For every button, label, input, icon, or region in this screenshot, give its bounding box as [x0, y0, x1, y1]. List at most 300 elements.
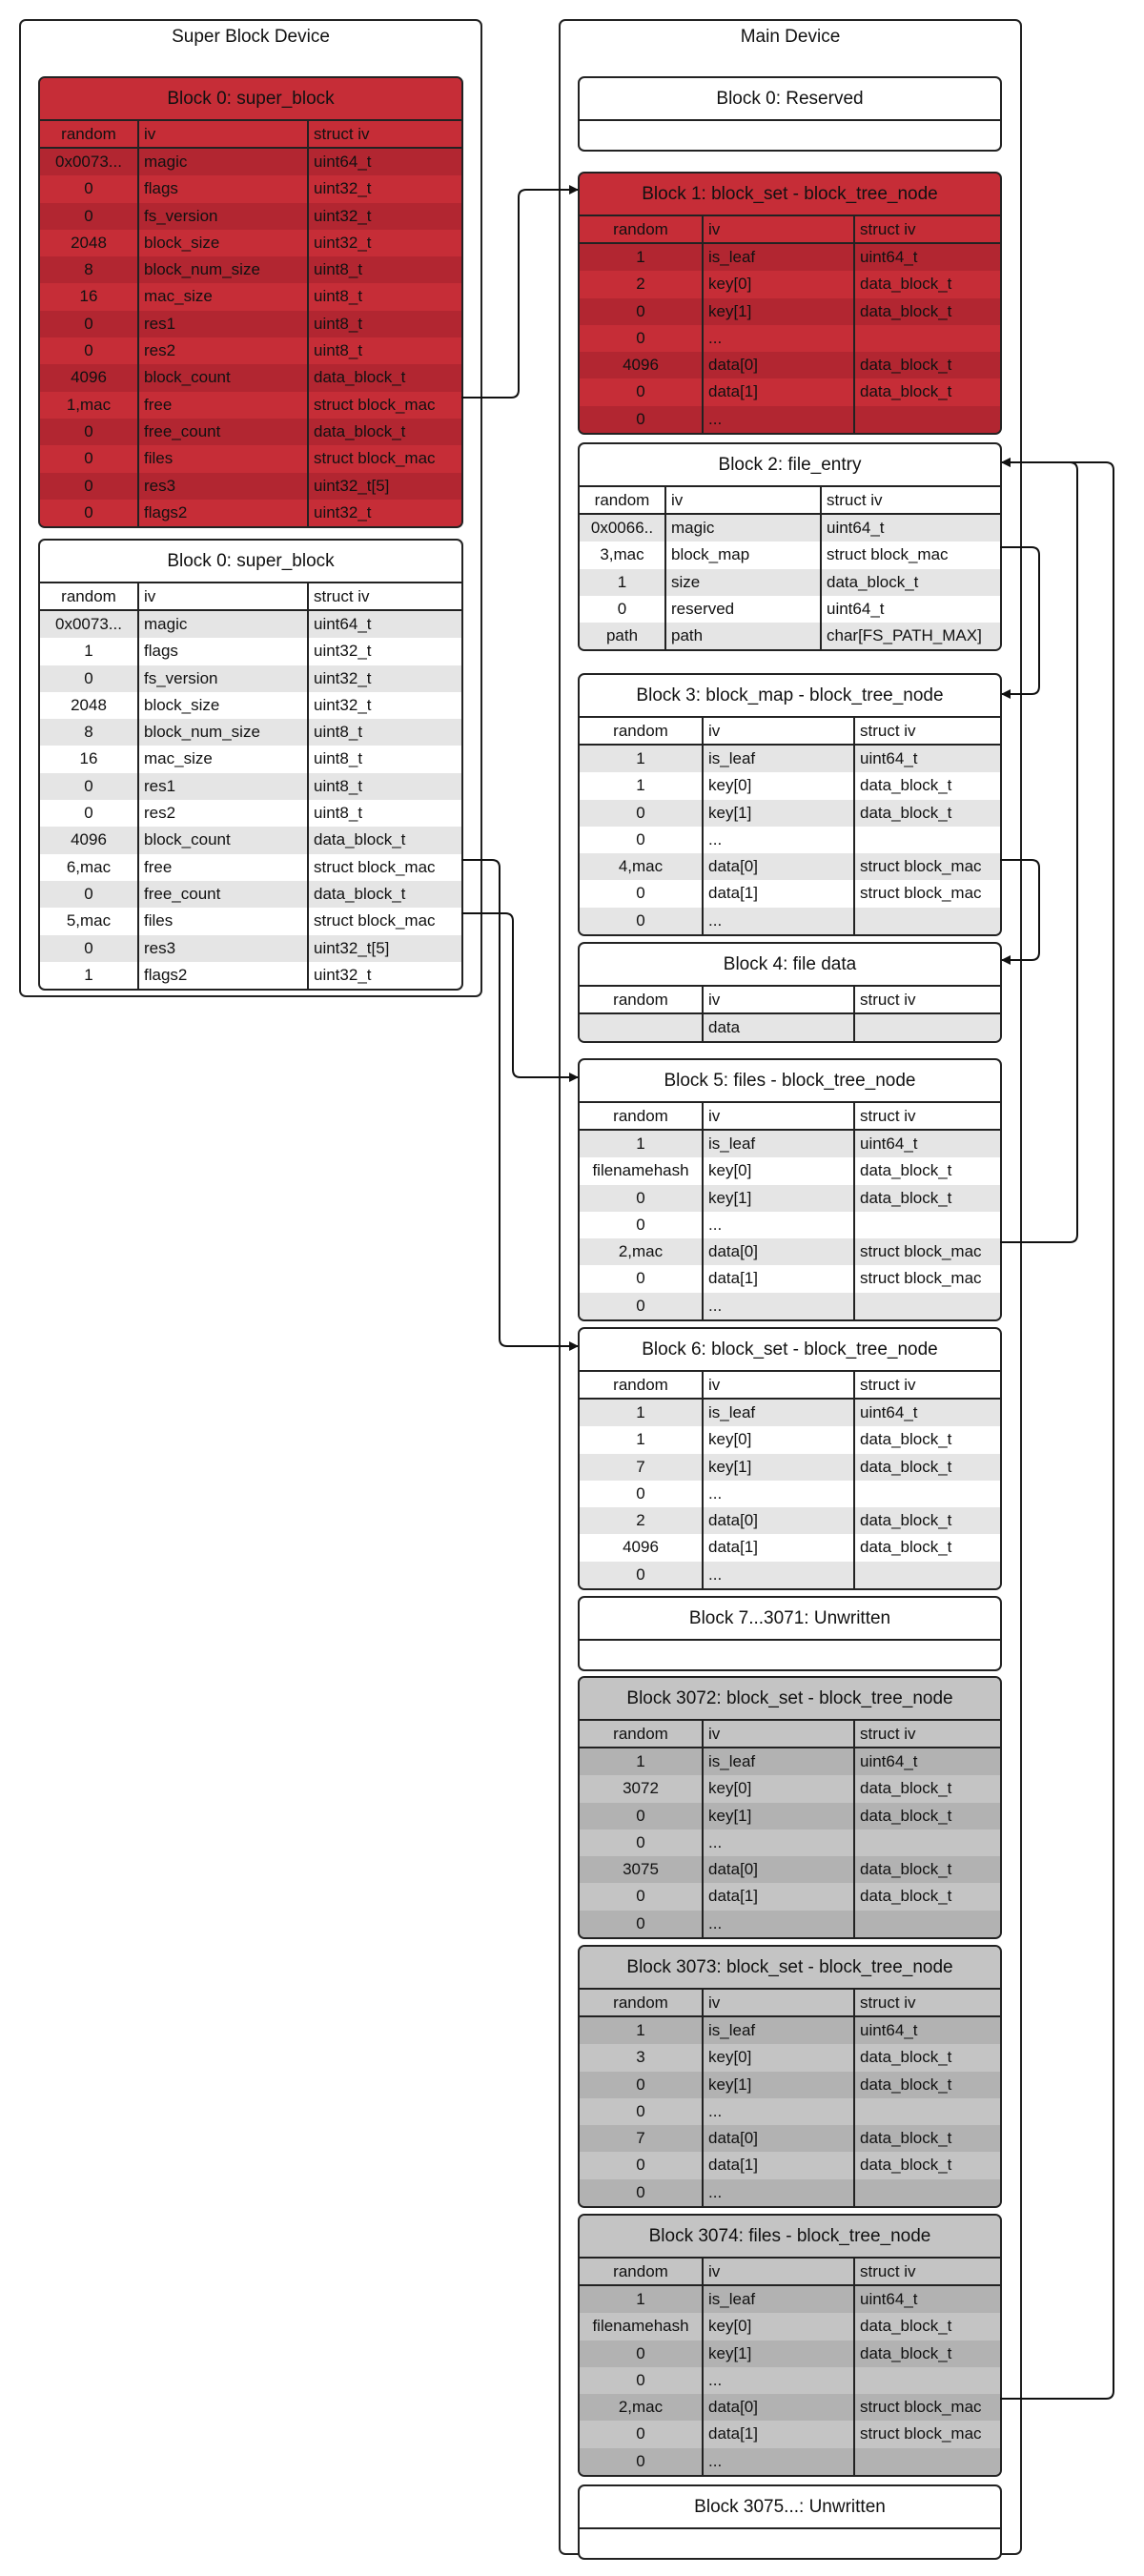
type-cell	[855, 2098, 1000, 2125]
value-cell: 0	[580, 1293, 704, 1319]
table-row	[580, 1856, 1000, 1883]
field-name-cell: block_size	[139, 230, 309, 256]
block-block-3074-files-block-tree-node	[578, 2214, 1002, 2477]
block-title: Block 3: block_map - block_tree_node	[580, 675, 1000, 718]
type-cell	[855, 406, 1000, 433]
block-title: Block 5: files - block_tree_node	[580, 1060, 1000, 1103]
type-cell: struct block_mac	[860, 2398, 982, 2417]
table-row	[580, 1803, 1000, 1830]
table-row	[580, 1534, 1000, 1561]
table-header-row	[580, 718, 1000, 746]
table-row	[580, 2286, 1000, 2313]
table-row	[580, 880, 1000, 907]
field-name-cell: free_count	[139, 419, 309, 445]
value-cell: 0	[580, 827, 704, 853]
field-name-cell: res2	[139, 800, 309, 827]
table-row	[580, 1830, 1000, 1856]
value-cell: 0	[580, 1265, 704, 1292]
type-cell	[855, 1911, 1000, 1937]
main-device-title: Main Device	[740, 27, 841, 47]
field-name-cell: ...	[704, 1481, 855, 1507]
field-name-cell: magic	[139, 149, 309, 175]
table-row	[580, 271, 1000, 297]
value-cell: random	[580, 216, 704, 242]
value-cell: 1	[580, 244, 704, 271]
type-cell: data_block_t	[860, 1538, 952, 1557]
field-name-cell: key[0]	[704, 1775, 855, 1802]
type-cell: uint8_t	[314, 260, 363, 279]
field-table	[40, 583, 461, 989]
table-row	[40, 719, 461, 746]
table-row	[40, 392, 461, 419]
table-header-row	[580, 1103, 1000, 1131]
field-name-cell: data	[704, 1014, 855, 1041]
type-cell: struct block_mac	[860, 857, 982, 876]
table-row	[580, 623, 1000, 649]
table-row	[580, 2152, 1000, 2178]
field-table	[580, 1721, 1000, 1937]
type-cell: uint32_t	[314, 233, 372, 252]
value-cell: 0	[580, 378, 704, 405]
block-block-2-file-entry	[578, 442, 1002, 651]
type-cell: struct block_mac	[314, 911, 436, 930]
block-block-6-block-set-block-tree-node	[578, 1327, 1002, 1590]
type-cell: data_block_t	[860, 2317, 952, 2336]
table-row	[580, 352, 1000, 378]
type-cell	[855, 827, 1000, 853]
value-cell: 0	[580, 2098, 704, 2125]
type-cell: uint8_t	[314, 287, 363, 306]
field-name-cell: data[1]	[704, 2152, 855, 2178]
type-cell: uint64_t	[860, 2021, 918, 2039]
value-cell: random	[580, 487, 666, 513]
value-cell	[580, 1014, 704, 1041]
field-name-cell: flags2	[139, 962, 309, 989]
type-cell: uint32_t	[314, 965, 372, 984]
table-row	[580, 244, 1000, 271]
field-name-cell: block_count	[139, 364, 309, 391]
field-name-cell: fs_version	[139, 203, 309, 230]
field-name-cell: iv	[704, 2259, 855, 2284]
value-cell: 2,mac	[580, 2394, 704, 2421]
table-row	[580, 325, 1000, 352]
table-row	[40, 800, 461, 827]
type-cell: data_block_t	[860, 2048, 952, 2067]
field-name-cell: key[1]	[704, 2072, 855, 2098]
value-cell: 0	[580, 2152, 704, 2178]
type-cell: uint64_t	[860, 2290, 918, 2308]
field-name-cell: data[1]	[704, 1883, 855, 1910]
type-cell: uint64_t	[860, 749, 918, 767]
table-row	[40, 230, 461, 256]
block-title: Block 0: Reserved	[580, 78, 1000, 121]
field-table	[580, 1372, 1000, 1588]
value-cell: 0	[580, 1883, 704, 1910]
field-name-cell: block_num_size	[139, 256, 309, 283]
value-cell: 0	[580, 1185, 704, 1212]
field-name-cell: key[0]	[704, 772, 855, 799]
block-empty-body	[580, 2529, 1000, 2558]
field-name-cell: ...	[704, 2448, 855, 2475]
value-cell: random	[580, 2259, 704, 2284]
table-row	[580, 1775, 1000, 1802]
value-cell: 1	[580, 746, 704, 772]
field-name-cell: free	[139, 854, 309, 881]
value-cell: 1	[40, 962, 139, 989]
field-name-cell: data[0]	[704, 2125, 855, 2152]
field-name-cell: block_count	[139, 827, 309, 853]
block-block-0-super-block	[38, 76, 463, 528]
value-cell: 5,mac	[40, 908, 139, 934]
block-title: Block 3074: files - block_tree_node	[580, 2216, 1000, 2259]
type-cell: uint8_t	[314, 776, 363, 795]
table-row	[40, 908, 461, 934]
value-cell: 0	[580, 2421, 704, 2447]
block-title: Block 3073: block_set - block_tree_node	[580, 1947, 1000, 1990]
type-cell: data_block_t	[860, 2075, 952, 2094]
table-row	[580, 1014, 1000, 1041]
type-cell: data_block_t	[860, 1887, 952, 1906]
field-name-cell: ...	[704, 1562, 855, 1588]
field-name-cell: block_map	[666, 542, 822, 568]
field-name-cell: key[0]	[704, 271, 855, 297]
type-cell: data_block_t	[827, 572, 919, 591]
type-cell	[855, 2367, 1000, 2394]
field-name-cell: data[0]	[704, 853, 855, 880]
block-empty-body	[580, 121, 1000, 150]
value-cell: 2	[580, 271, 704, 297]
value-cell: 0	[580, 406, 704, 433]
field-table	[580, 718, 1000, 934]
value-cell: 0	[580, 2341, 704, 2367]
field-name-cell: res1	[139, 311, 309, 337]
table-row	[580, 2179, 1000, 2206]
table-header-row	[580, 987, 1000, 1014]
type-cell: struct iv	[860, 1376, 916, 1394]
table-row	[40, 638, 461, 664]
value-cell: 0	[40, 311, 139, 337]
field-name-cell: mac_size	[139, 283, 309, 310]
field-name-cell: key[1]	[704, 1185, 855, 1212]
table-row	[580, 2125, 1000, 2152]
type-cell	[855, 2448, 1000, 2475]
field-name-cell: data[0]	[704, 1238, 855, 1265]
table-row	[580, 515, 1000, 542]
field-table	[580, 1103, 1000, 1319]
table-row	[580, 1562, 1000, 1588]
field-name-cell: ...	[704, 325, 855, 352]
type-cell: data_block_t	[314, 421, 406, 440]
table-row	[40, 500, 461, 526]
type-cell: uint64_t	[860, 1752, 918, 1770]
type-cell: uint64_t	[827, 599, 885, 618]
value-cell: 8	[40, 256, 139, 283]
value-cell: 0	[580, 800, 704, 827]
field-name-cell: iv	[704, 1721, 855, 1747]
block-block-7-3071-unwritten	[578, 1596, 1002, 1671]
field-name-cell: data[1]	[704, 1265, 855, 1292]
table-row	[580, 1481, 1000, 1507]
field-name-cell: ...	[704, 2098, 855, 2125]
value-cell: random	[580, 1990, 704, 2015]
field-name-cell: key[0]	[704, 2313, 855, 2340]
type-cell: struct iv	[860, 722, 916, 740]
table-row	[40, 364, 461, 391]
block-block-0-super-block	[38, 539, 463, 991]
type-cell: data_block_t	[860, 2129, 952, 2148]
type-cell: uint8_t	[314, 341, 363, 360]
type-cell: uint32_t	[314, 179, 372, 198]
value-cell: path	[580, 623, 666, 649]
value-cell: 1	[580, 1426, 704, 1453]
field-name-cell: res2	[139, 337, 309, 364]
type-cell	[855, 1830, 1000, 1856]
table-row	[40, 746, 461, 772]
value-cell: 16	[40, 746, 139, 772]
field-name-cell: ...	[704, 2367, 855, 2394]
block-title: Block 7...3071: Unwritten	[580, 1598, 1000, 1641]
table-row	[40, 692, 461, 719]
value-cell: 0	[40, 773, 139, 800]
table-row	[40, 311, 461, 337]
table-row	[580, 2394, 1000, 2421]
table-row	[580, 2044, 1000, 2071]
field-name-cell: iv	[704, 1372, 855, 1398]
field-name-cell: data[0]	[704, 352, 855, 378]
value-cell: 4096	[580, 352, 704, 378]
field-name-cell: ...	[704, 908, 855, 934]
value-cell: 4096	[580, 1534, 704, 1561]
table-row	[40, 149, 461, 175]
field-name-cell: ...	[704, 406, 855, 433]
value-cell: 4096	[40, 364, 139, 391]
value-cell: random	[580, 1103, 704, 1129]
table-row	[580, 2421, 1000, 2447]
field-name-cell: is_leaf	[704, 2286, 855, 2313]
field-name-cell: magic	[139, 611, 309, 638]
value-cell: 2	[580, 1507, 704, 1534]
table-row	[580, 908, 1000, 934]
type-cell	[855, 1212, 1000, 1238]
value-cell: 3072	[580, 1775, 704, 1802]
value-cell: 8	[40, 719, 139, 746]
field-name-cell: free_count	[139, 881, 309, 908]
block-title: Block 0: super_block	[40, 541, 461, 583]
value-cell: 0	[580, 1562, 704, 1588]
value-cell: 16	[40, 283, 139, 310]
type-cell: uint32_t	[314, 642, 372, 661]
type-cell: uint8_t	[314, 749, 363, 768]
field-name-cell: size	[666, 569, 822, 596]
block-title: Block 3075...: Unwritten	[580, 2486, 1000, 2529]
type-cell: data_block_t	[860, 1779, 952, 1798]
type-cell: data_block_t	[860, 275, 952, 294]
type-cell	[855, 1014, 1000, 1041]
type-cell: uint32_t[5]	[314, 938, 390, 957]
value-cell: 1	[580, 2286, 704, 2313]
type-cell: uint32_t	[314, 206, 372, 225]
type-cell: data_block_t	[860, 1860, 952, 1879]
value-cell: filenamehash	[580, 2313, 704, 2340]
table-row	[580, 1157, 1000, 1184]
table-row	[580, 1454, 1000, 1481]
type-cell: struct block_mac	[860, 2424, 982, 2443]
table-row	[40, 283, 461, 310]
type-cell: struct iv	[314, 587, 370, 605]
type-cell: data_block_t	[314, 830, 406, 849]
value-cell: 3	[580, 2044, 704, 2071]
value-cell: 6,mac	[40, 854, 139, 881]
value-cell: 7	[580, 1454, 704, 1481]
block-block-3-block-map-block-tree-node	[578, 673, 1002, 936]
type-cell: struct iv	[860, 1725, 916, 1743]
table-row	[580, 1748, 1000, 1775]
type-cell: struct iv	[860, 1993, 916, 2012]
type-cell: struct iv	[827, 491, 883, 509]
table-row	[580, 746, 1000, 772]
super-block-device-title: Super Block Device	[172, 27, 330, 47]
field-name-cell: block_size	[139, 692, 309, 719]
table-row	[40, 175, 461, 202]
type-cell: uint64_t	[860, 1403, 918, 1421]
value-cell: 0	[580, 2448, 704, 2475]
type-cell: data_block_t	[860, 1457, 952, 1476]
value-cell: 2,mac	[580, 1238, 704, 1265]
value-cell: random	[40, 583, 139, 609]
value-cell: filenamehash	[580, 1157, 704, 1184]
field-name-cell: key[1]	[704, 1454, 855, 1481]
field-name-cell: data[1]	[704, 2421, 855, 2447]
block-block-5-files-block-tree-node	[578, 1058, 1002, 1321]
type-cell	[855, 908, 1000, 934]
table-row	[580, 2341, 1000, 2367]
value-cell: 0	[580, 2179, 704, 2206]
table-row	[40, 665, 461, 692]
type-cell: data_block_t	[860, 1161, 952, 1180]
value-cell: 0	[580, 1212, 704, 1238]
type-cell: struct iv	[314, 125, 370, 143]
field-name-cell: res3	[139, 473, 309, 500]
table-header-row	[580, 1990, 1000, 2017]
block-title: Block 0: super_block	[40, 78, 461, 121]
type-cell: struct iv	[860, 220, 916, 238]
table-row	[580, 1911, 1000, 1937]
type-cell: struct block_mac	[860, 1269, 982, 1288]
type-cell: char[FS_PATH_MAX]	[827, 626, 982, 645]
value-cell: 0	[580, 298, 704, 325]
value-cell: 1	[580, 1748, 704, 1775]
type-cell: uint8_t	[314, 804, 363, 823]
block-block-1-block-set-block-tree-node	[578, 172, 1002, 435]
table-row	[40, 445, 461, 472]
field-name-cell: iv	[666, 487, 822, 513]
type-cell: struct block_mac	[860, 1242, 982, 1261]
value-cell: 1	[580, 772, 704, 799]
table-row	[580, 1185, 1000, 1212]
type-cell: data_block_t	[860, 356, 952, 375]
block-block-4-file-data	[578, 942, 1002, 1043]
field-name-cell: iv	[139, 583, 309, 609]
value-cell: 0	[40, 665, 139, 692]
value-cell: 1	[580, 2017, 704, 2044]
field-name-cell: ...	[704, 1293, 855, 1319]
field-name-cell: ...	[704, 827, 855, 853]
type-cell: struct block_mac	[314, 449, 436, 468]
field-name-cell: is_leaf	[704, 746, 855, 772]
type-cell	[855, 1481, 1000, 1507]
value-cell: random	[580, 718, 704, 744]
table-row	[40, 881, 461, 908]
field-table	[40, 121, 461, 526]
table-row	[580, 2313, 1000, 2340]
block-block-3072-block-set-block-tree-node	[578, 1676, 1002, 1939]
type-cell: uint8_t	[314, 314, 363, 333]
type-cell: struct block_mac	[860, 884, 982, 903]
block-title: Block 3072: block_set - block_tree_node	[580, 1678, 1000, 1721]
field-name-cell: magic	[666, 515, 822, 542]
table-row	[580, 1131, 1000, 1157]
type-cell: uint32_t	[314, 695, 372, 714]
value-cell: 0x0073...	[40, 611, 139, 638]
value-cell: 0	[40, 175, 139, 202]
field-name-cell: key[1]	[704, 2341, 855, 2367]
type-cell: uint32_t[5]	[314, 476, 390, 495]
type-cell: struct iv	[860, 991, 916, 1009]
value-cell: 1	[580, 569, 666, 596]
value-cell: 0x0066..	[580, 515, 666, 542]
value-cell: 0	[580, 1803, 704, 1830]
block-title: Block 1: block_set - block_tree_node	[580, 174, 1000, 216]
field-name-cell: key[0]	[704, 1157, 855, 1184]
table-row	[40, 854, 461, 881]
table-row	[580, 378, 1000, 405]
type-cell: uint32_t	[314, 502, 372, 521]
type-cell: uint8_t	[314, 723, 363, 742]
value-cell: 0	[40, 935, 139, 962]
type-cell: data_block_t	[860, 2343, 952, 2362]
table-row	[580, 2098, 1000, 2125]
field-name-cell: is_leaf	[704, 1131, 855, 1157]
value-cell: 4,mac	[580, 853, 704, 880]
value-cell: 0	[580, 2072, 704, 2098]
field-name-cell: key[1]	[704, 1803, 855, 1830]
value-cell: 0	[40, 445, 139, 472]
table-row	[580, 1238, 1000, 1265]
table-row	[580, 2072, 1000, 2098]
type-cell	[855, 1293, 1000, 1319]
table-row	[580, 800, 1000, 827]
type-cell: data_block_t	[314, 884, 406, 903]
field-name-cell: data[0]	[704, 1507, 855, 1534]
table-row	[580, 596, 1000, 623]
field-name-cell: block_num_size	[139, 719, 309, 746]
field-name-cell: ...	[704, 1911, 855, 1937]
field-name-cell: ...	[704, 1212, 855, 1238]
table-header-row	[580, 1721, 1000, 1748]
field-name-cell: is_leaf	[704, 1748, 855, 1775]
table-header-row	[580, 1372, 1000, 1400]
value-cell: random	[580, 1372, 704, 1398]
table-row	[40, 827, 461, 853]
value-cell: 0	[40, 419, 139, 445]
type-cell: uint64_t	[860, 1135, 918, 1153]
value-cell: random	[580, 987, 704, 1012]
value-cell: 0	[580, 1830, 704, 1856]
block-block-3073-block-set-block-tree-node	[578, 1945, 1002, 2208]
type-cell: data_block_t	[860, 1188, 952, 1207]
value-cell: 0	[580, 2367, 704, 2394]
field-name-cell: data[1]	[704, 378, 855, 405]
